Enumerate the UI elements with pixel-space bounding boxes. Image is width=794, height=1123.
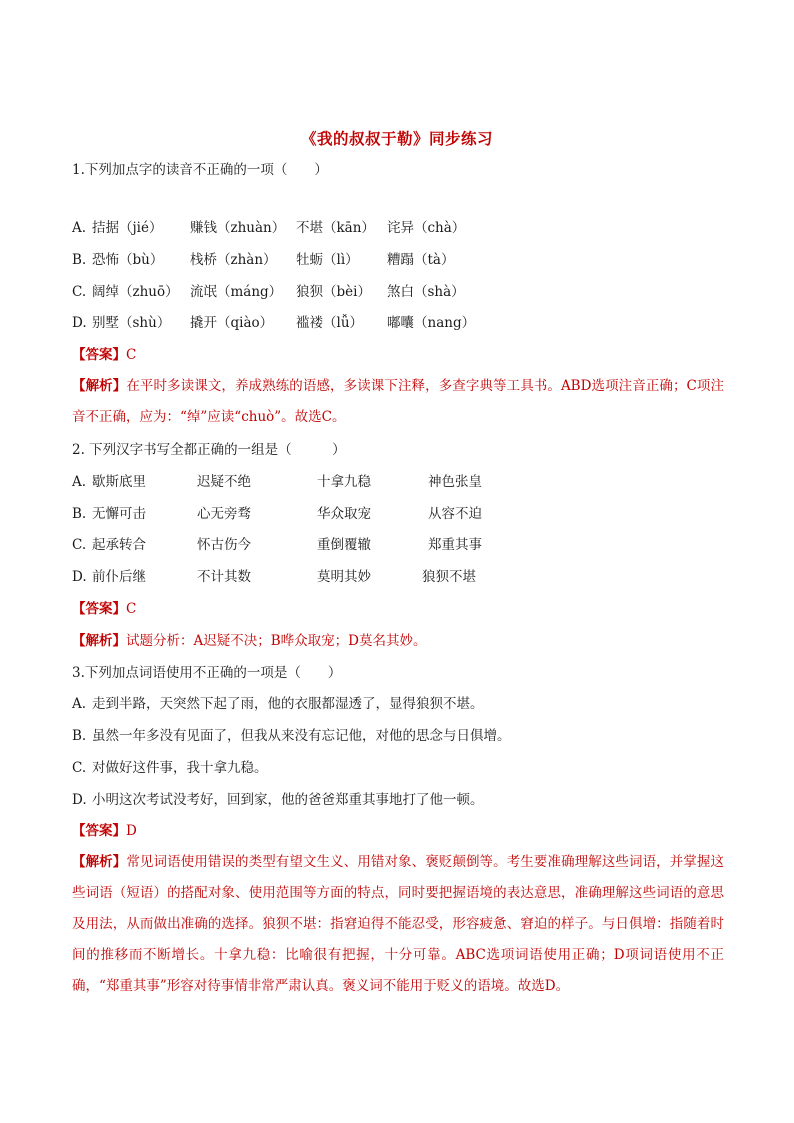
- answer-tag: 【答案】: [72, 823, 126, 839]
- option-item: 牡蛎（lì）: [296, 252, 359, 268]
- option-item: 狼狈（bèi）: [296, 284, 371, 300]
- option-item: 怀古伤今: [197, 537, 251, 553]
- option-label: B.: [72, 728, 87, 744]
- option-label: A.: [72, 474, 87, 490]
- option-item: 重倒覆辙: [317, 537, 371, 553]
- option-label: A.: [72, 220, 87, 236]
- option-item: 无懈可击: [92, 506, 146, 522]
- q3-analysis: [72, 847, 724, 1002]
- option-item: 撬开（qiào）: [190, 315, 274, 331]
- option-label: B.: [72, 506, 87, 522]
- analysis-tag: 【解析】: [72, 378, 127, 394]
- option-item: 华众取宠: [317, 506, 371, 522]
- option-item: 别墅（shù）: [92, 315, 171, 331]
- option-text: 小明这次考试没考好，回到家，他的爸爸郑重其事地打了他一顿。: [92, 792, 484, 808]
- answer-value: C: [126, 347, 137, 363]
- q3-answer: [72, 821, 137, 841]
- option-label: C.: [72, 537, 87, 553]
- option-label: C.: [72, 284, 87, 300]
- answer-value: C: [126, 601, 137, 617]
- option-item: 拮据（jié）: [92, 220, 163, 236]
- analysis-tag: 【解析】: [72, 633, 126, 649]
- option-item: 糟蹋（tà）: [387, 252, 455, 268]
- option-item: 心无旁骛: [197, 506, 251, 522]
- option-text: 虽然一年多没有见面了，但我从来没有忘记他，对他的思念与日俱增。: [92, 728, 511, 744]
- analysis-text: 常见词语使用错误的类型有望文生义、用错对象、褒贬颠倒等。考生要准确理解这些词语，并掌握这些词语（短语）的搭配对象、使用范围等方面的特点，同时要把握语境的表达意思，准确理解这些词语的意思及用法，从而做出准确的选择。狼狈不堪：指窘迫得不能忍受，形容疲惫、窘迫的样子。与日俱增：指随着时间的推移而不断增长。十拿九稳：比喻很有把握，十分可靠。ABC选项词语使用正确；D项词语使用不正确，“郑重其事”形容对待事情非常严肃认真。褒义词不能用于贬义的语境。故选D。: [72, 854, 725, 994]
- q1-analysis: [72, 371, 724, 433]
- q3-option-d: [72, 790, 484, 810]
- option-item: 歇斯底里: [92, 474, 146, 490]
- option-item: 诧异（chà）: [387, 220, 466, 236]
- option-label: A.: [72, 696, 87, 712]
- option-item: 褴褛（lǚ）: [296, 315, 364, 331]
- option-item: 莫明其妙: [317, 569, 371, 585]
- option-label: D.: [72, 315, 87, 331]
- q3-option-b: [72, 726, 511, 746]
- option-item: 从容不迫: [428, 506, 482, 522]
- q3-option-a: [72, 694, 484, 714]
- option-item: 栈桥（zhàn）: [190, 252, 277, 268]
- option-item: 神色张皇: [428, 474, 482, 490]
- option-item: 恐怖（bù）: [92, 252, 164, 268]
- q1-stem: 1.下列加点字的读音不正确的一项（ ）: [72, 162, 328, 178]
- option-item: 迟疑不绝: [197, 474, 251, 490]
- page-title: 《我的叔叔于勒》同步练习: [300, 129, 493, 148]
- q2-analysis: [72, 631, 427, 651]
- q2-stem: 2. 下列汉字书写全都正确的一组是（ ）: [72, 442, 346, 458]
- option-item: 阔绰（zhuō）: [92, 284, 179, 300]
- option-item: 狼狈不堪: [422, 569, 476, 585]
- option-item: 煞白（shà）: [387, 284, 465, 300]
- answer-value: D: [126, 823, 137, 839]
- option-item: 不计其数: [197, 569, 251, 585]
- answer-tag: 【答案】: [72, 347, 126, 363]
- option-item: 嘟囔（nang）: [387, 315, 476, 331]
- option-item: 前仆后继: [92, 569, 146, 585]
- option-item: 郑重其事: [428, 537, 482, 553]
- option-label: C.: [72, 760, 87, 776]
- option-label: D.: [72, 569, 87, 585]
- q3-option-c: [72, 758, 268, 778]
- analysis-tag: 【解析】: [72, 854, 127, 870]
- option-item: 赚钱（zhuàn）: [190, 220, 286, 236]
- answer-tag: 【答案】: [72, 601, 126, 617]
- option-label: B.: [72, 252, 87, 268]
- option-item: 流氓（máng）: [190, 284, 283, 300]
- q3-stem: 3.下列加点词语使用不正确的一项是（ ）: [72, 665, 342, 681]
- option-item: 十拿九稳: [317, 474, 371, 490]
- option-label: D.: [72, 792, 87, 808]
- option-item: 不堪（kān）: [296, 220, 375, 236]
- q1-answer: [72, 345, 136, 365]
- analysis-text: 试题分析：A迟疑不决；B哗众取宠；D莫名其妙。: [126, 633, 427, 649]
- analysis-text: 在平时多读课文，养成熟练的语感，多读课下注释，多查字典等工具书。ABD选项注音正确；C项注音不正确，应为：“绰”应读“chuò”。故选C。: [72, 378, 724, 425]
- option-item: 起承转合: [92, 537, 146, 553]
- option-text: 对做好这件事，我十拿九稳。: [92, 760, 268, 776]
- q2-answer: [72, 599, 136, 619]
- option-text: 走到半路，天突然下起了雨，他的衣服都湿透了，显得狼狈不堪。: [92, 696, 484, 712]
